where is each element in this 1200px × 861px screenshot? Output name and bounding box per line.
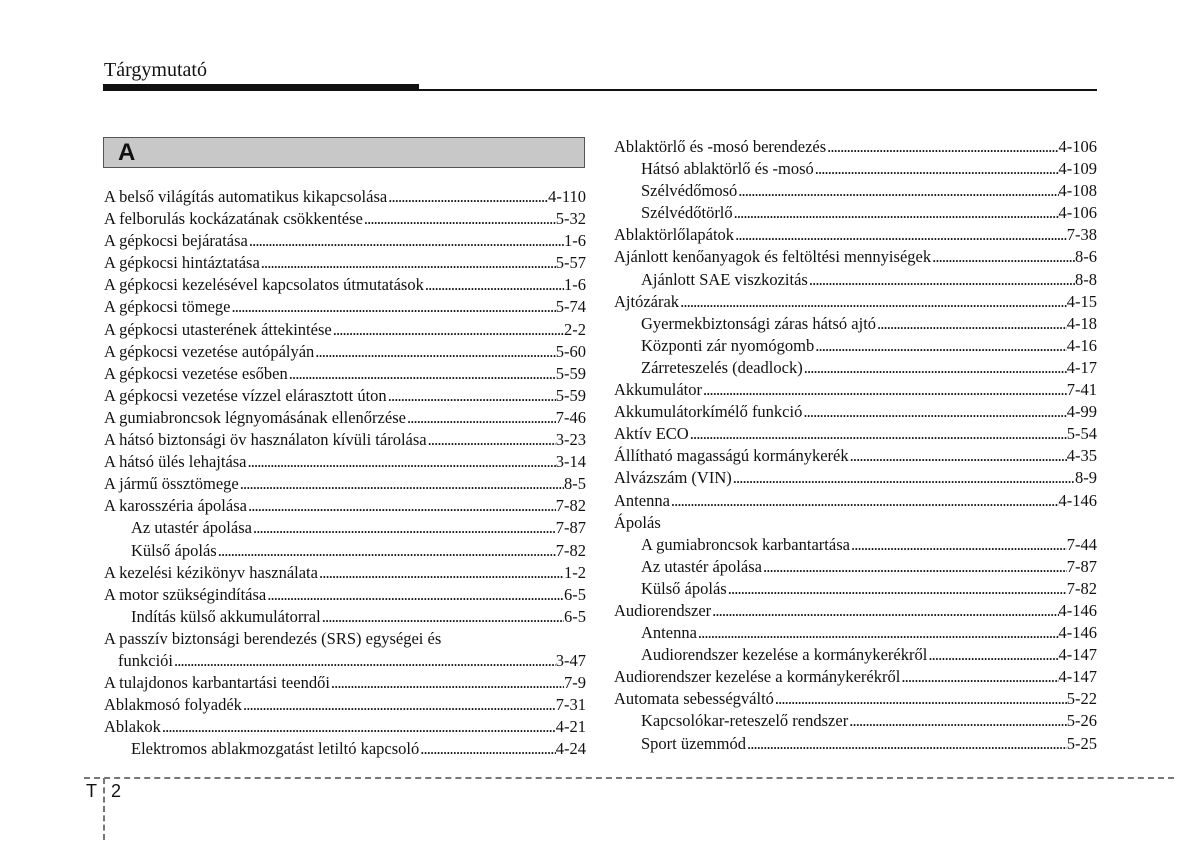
leader-dots	[849, 445, 1067, 467]
leader-dots	[733, 202, 1059, 224]
index-term: A passzív biztonsági berendezés (SRS) egységei és	[104, 628, 442, 648]
leader-dots	[248, 230, 564, 252]
leader-dots	[803, 357, 1067, 379]
index-page-ref: 5-60	[555, 341, 586, 361]
index-term: funkciói	[118, 650, 173, 670]
index-term: Antenna	[614, 490, 670, 510]
index-term: Ajánlott kenőanyagok és feltöltési mennyiségek	[614, 247, 932, 267]
index-term: Az utastér ápolása	[131, 518, 252, 538]
index-entry	[614, 158, 1097, 180]
index-entry	[614, 556, 1097, 578]
index-page-ref: 1-6	[564, 275, 586, 295]
index-term: Külső ápolás	[641, 578, 727, 598]
page-title: Tárgymutató	[104, 59, 207, 81]
index-page-ref: 7-82	[555, 540, 586, 560]
leader-dots	[321, 606, 564, 628]
index-term: A felborulás kockázatának csökkentése	[104, 209, 363, 229]
leader-dots	[266, 584, 564, 606]
index-page-ref: 4-147	[1058, 667, 1097, 687]
leader-dots	[927, 644, 1058, 666]
index-entry	[614, 688, 1097, 710]
index-term: Sport üzemmód	[641, 733, 746, 753]
index-entry	[104, 517, 586, 539]
index-page-ref: 4-109	[1058, 159, 1097, 179]
index-term: A jármű össztömege	[104, 474, 239, 494]
index-term: Ablaktörlőlapátok	[614, 225, 735, 245]
index-entry	[614, 622, 1097, 644]
index-term: A gépkocsi vezetése vízzel elárasztott úton	[104, 385, 387, 405]
index-term: Ajtózárak	[614, 291, 680, 311]
leader-dots	[814, 158, 1059, 180]
leader-dots	[826, 136, 1058, 158]
leader-dots	[679, 291, 1067, 313]
leader-dots	[762, 556, 1067, 578]
leader-dots	[247, 451, 556, 473]
index-term: Indítás külső akkumulátorral	[131, 606, 321, 626]
index-entry	[104, 363, 586, 385]
index-term: Kapcsolókar-reteszelő rendszer	[641, 711, 849, 731]
index-entry	[614, 600, 1097, 622]
index-page-ref: 5-22	[1066, 689, 1097, 709]
index-column-right	[614, 136, 1097, 755]
index-entry	[614, 291, 1097, 313]
index-entry	[614, 335, 1097, 357]
index-term: A belső világítás automatikus kikapcsolása	[104, 187, 388, 206]
index-page-ref: 4-16	[1066, 335, 1097, 355]
index-entry	[104, 319, 586, 341]
index-term: Aktív ECO	[614, 424, 689, 444]
leader-dots	[670, 490, 1059, 512]
index-entry	[104, 252, 586, 274]
index-page-ref: 4-106	[1058, 203, 1097, 223]
index-entry	[614, 313, 1097, 335]
index-page-ref: 4-106	[1058, 137, 1097, 156]
leader-dots	[173, 650, 556, 672]
index-term: Audiorendszer	[614, 600, 712, 620]
leader-dots	[737, 180, 1058, 202]
index-page-ref: 4-35	[1066, 446, 1097, 466]
index-term: Szélvédőmosó	[641, 181, 738, 201]
leader-dots	[427, 429, 556, 451]
footer-section-letter: T	[86, 781, 97, 801]
index-entry	[104, 230, 586, 252]
leader-dots	[230, 296, 555, 318]
leader-dots	[711, 600, 1058, 622]
index-term: Antenna	[641, 623, 697, 643]
leader-dots	[697, 622, 1059, 644]
index-page-ref: 5-25	[1066, 733, 1097, 753]
index-term: A kezelési kézikönyv használata	[104, 562, 318, 582]
index-term: Alvázszám (VIN)	[614, 468, 732, 488]
leader-dots	[217, 540, 556, 562]
index-entry	[104, 186, 586, 208]
index-page-ref: 2-2	[564, 319, 586, 339]
index-page-ref: 7-87	[1066, 556, 1097, 576]
index-entry	[614, 423, 1097, 445]
leader-dots	[260, 252, 556, 274]
index-entry	[614, 136, 1097, 158]
leader-dots	[314, 341, 555, 363]
leader-dots	[288, 363, 556, 385]
leader-dots	[774, 688, 1067, 710]
index-term: Állítható magasságú kormánykerék	[614, 446, 849, 466]
leader-dots	[931, 246, 1075, 268]
index-entry	[614, 224, 1097, 246]
index-term: Ablakok	[104, 717, 161, 737]
index-entry	[614, 666, 1097, 688]
index-page-ref: 7-44	[1066, 534, 1097, 554]
index-term: Ablakmosó folyadék	[104, 695, 242, 715]
index-page-ref: 5-74	[555, 297, 586, 317]
index-term: Audiorendszer kezelése a kormánykerékről	[614, 667, 901, 687]
index-entry	[104, 407, 586, 429]
index-term: Automata sebességváltó	[614, 689, 774, 709]
index-entry	[614, 490, 1097, 512]
index-term: Zárreteszelés (deadlock)	[641, 357, 803, 377]
index-term: A gumiabroncsok karbantartása	[641, 534, 850, 554]
index-entry	[614, 578, 1097, 600]
index-entry	[104, 208, 586, 230]
leader-dots	[814, 335, 1067, 357]
index-term: A motor szükségindítása	[104, 584, 267, 604]
index-term: Hátsó ablaktörlő és -mosó	[641, 159, 814, 179]
index-term: Az utastér ápolása	[641, 556, 762, 576]
index-page-ref: 3-23	[555, 430, 586, 450]
index-entry	[104, 341, 586, 363]
header-rule-thin	[419, 89, 1097, 91]
index-page-ref: 8-5	[564, 474, 586, 494]
index-entry	[614, 733, 1097, 755]
index-entry	[104, 429, 586, 451]
index-term: A gépkocsi hintáztatása	[104, 253, 260, 273]
index-page-ref: 3-14	[555, 452, 586, 472]
index-page-ref: 4-99	[1066, 402, 1097, 422]
index-term: A karosszéria ápolása	[104, 496, 247, 516]
leader-dots	[387, 186, 548, 208]
index-entry	[104, 738, 586, 760]
index-page-ref: 1-2	[564, 562, 586, 582]
index-entry	[614, 269, 1097, 291]
leader-dots	[689, 423, 1067, 445]
index-page-ref: 4-147	[1058, 645, 1097, 665]
index-page-ref: 8-6	[1075, 247, 1097, 267]
index-term: A gépkocsi vezetése esőben	[104, 363, 288, 383]
index-page-ref: 7-41	[1066, 380, 1097, 400]
index-page-ref: 5-59	[555, 363, 586, 383]
leader-dots	[387, 385, 556, 407]
leader-dots	[732, 467, 1075, 489]
index-page-ref: 4-108	[1058, 181, 1097, 201]
leader-dots	[727, 578, 1067, 600]
section-letter-box	[103, 137, 585, 168]
index-term: Szélvédőtörlő	[641, 203, 733, 223]
index-entry	[104, 274, 586, 296]
index-page-ref: 7-87	[555, 518, 586, 538]
leader-dots	[808, 269, 1075, 291]
index-term: A gépkocsi utasterének áttekintése	[104, 319, 332, 339]
index-entry	[104, 495, 586, 517]
index-page-ref: 4-15	[1066, 291, 1097, 311]
leader-dots	[247, 495, 556, 517]
index-page-ref: 4-146	[1058, 490, 1097, 510]
index-entry	[614, 379, 1097, 401]
index-entry	[104, 716, 586, 738]
leader-dots	[242, 694, 556, 716]
index-entry	[614, 401, 1097, 423]
index-entry	[104, 694, 586, 716]
leader-dots	[330, 672, 564, 694]
index-page-ref: 3-47	[555, 650, 586, 670]
index-term: Ajánlott SAE viszkozitás	[641, 269, 808, 289]
leader-dots	[802, 401, 1066, 423]
index-entry	[104, 584, 586, 606]
index-term: A gépkocsi bejáratása	[104, 231, 248, 251]
index-entry	[104, 473, 586, 495]
index-page-ref: 8-9	[1075, 468, 1097, 488]
index-entry	[614, 467, 1097, 489]
index-page-ref: 5-57	[555, 253, 586, 273]
index-entry	[104, 606, 586, 628]
index-page-ref: 7-38	[1066, 225, 1097, 245]
index-entry	[614, 644, 1097, 666]
index-entry	[614, 512, 1097, 534]
index-page-ref: 1-6	[564, 231, 586, 251]
index-term: Gyermekbiztonsági záras hátsó ajtó	[641, 313, 877, 333]
leader-dots	[900, 666, 1058, 688]
header-rule-thick	[103, 84, 419, 91]
index-entry	[104, 628, 586, 650]
index-entry	[614, 534, 1097, 556]
index-page-ref: 7-82	[555, 496, 586, 516]
index-term: A tulajdonos karbantartási teendői	[104, 673, 330, 693]
index-entry	[614, 445, 1097, 467]
index-term: Ablaktörlő és -mosó berendezés	[614, 137, 827, 156]
index-term: Ápolás	[614, 512, 661, 532]
index-term: A gépkocsi kezelésével kapcsolatos útmutatások	[104, 275, 424, 295]
leader-dots	[332, 319, 564, 341]
index-page-ref: 6-5	[564, 606, 586, 626]
index-term: A gépkocsi vezetése autópályán	[104, 341, 315, 361]
leader-dots	[419, 738, 556, 760]
index-entry	[614, 202, 1097, 224]
index-term: Központi zár nyomógomb	[641, 335, 815, 355]
index-page-ref: 7-31	[555, 695, 586, 715]
section-letter: A	[118, 139, 136, 166]
index-page-ref: 8-8	[1075, 269, 1097, 289]
index-page-ref: 4-17	[1066, 357, 1097, 377]
footer-dashed-rule	[84, 777, 1174, 779]
index-term: A hátsó ülés lehajtása	[104, 452, 247, 472]
index-page-ref: 4-24	[555, 739, 586, 759]
footer-dashed-divider	[103, 778, 105, 840]
footer-page-number: 2	[111, 781, 122, 801]
index-page-ref: 4-146	[1058, 600, 1097, 620]
index-term: Elektromos ablakmozgatást letiltó kapcsoló	[131, 739, 420, 759]
index-entry	[104, 451, 586, 473]
leader-dots	[734, 224, 1067, 246]
index-term: Akkumulátor	[614, 380, 702, 400]
index-entry	[104, 540, 586, 562]
leader-dots	[850, 534, 1067, 556]
leader-dots	[746, 733, 1067, 755]
leader-dots	[424, 274, 564, 296]
leader-dots	[876, 313, 1067, 335]
index-entry	[104, 650, 586, 672]
index-page-ref: 4-18	[1066, 313, 1097, 333]
index-entry	[104, 562, 586, 584]
index-page-ref: 4-21	[555, 717, 586, 737]
index-entry	[104, 385, 586, 407]
index-term: A gumiabroncsok légnyomásának ellenőrzése	[104, 407, 406, 427]
index-entry	[104, 672, 586, 694]
index-page-ref: 4-146	[1058, 623, 1097, 643]
index-page-ref: 5-59	[555, 385, 586, 405]
index-page-ref: 7-9	[564, 673, 586, 693]
index-entry	[614, 180, 1097, 202]
index-page-ref: 5-32	[555, 209, 586, 229]
leader-dots	[702, 379, 1067, 401]
index-term: Külső ápolás	[131, 540, 217, 560]
index-page-ref: 7-82	[1066, 578, 1097, 598]
index-term: Akkumulátorkímélő funkció	[614, 402, 803, 422]
leader-dots	[363, 208, 556, 230]
index-term: Audiorendszer kezelése a kormánykerékről	[641, 645, 928, 665]
leader-dots	[239, 473, 564, 495]
leader-dots	[252, 517, 556, 539]
index-entry	[104, 296, 586, 318]
leader-dots	[848, 710, 1067, 732]
index-entry	[614, 710, 1097, 732]
index-entry	[614, 357, 1097, 379]
index-page-ref: 5-54	[1066, 424, 1097, 444]
index-column-left	[104, 186, 586, 760]
index-page-ref: 5-26	[1066, 711, 1097, 731]
index-entry	[614, 246, 1097, 268]
index-page-ref: 6-5	[564, 584, 586, 604]
leader-dots	[318, 562, 564, 584]
leader-dots	[161, 716, 556, 738]
index-term: A gépkocsi tömege	[104, 297, 231, 317]
index-page-ref: 4-110	[548, 187, 586, 206]
index-term: A hátsó biztonsági öv használaton kívüli tárolása	[104, 430, 427, 450]
index-page-ref: 7-46	[555, 407, 586, 427]
leader-dots	[406, 407, 556, 429]
